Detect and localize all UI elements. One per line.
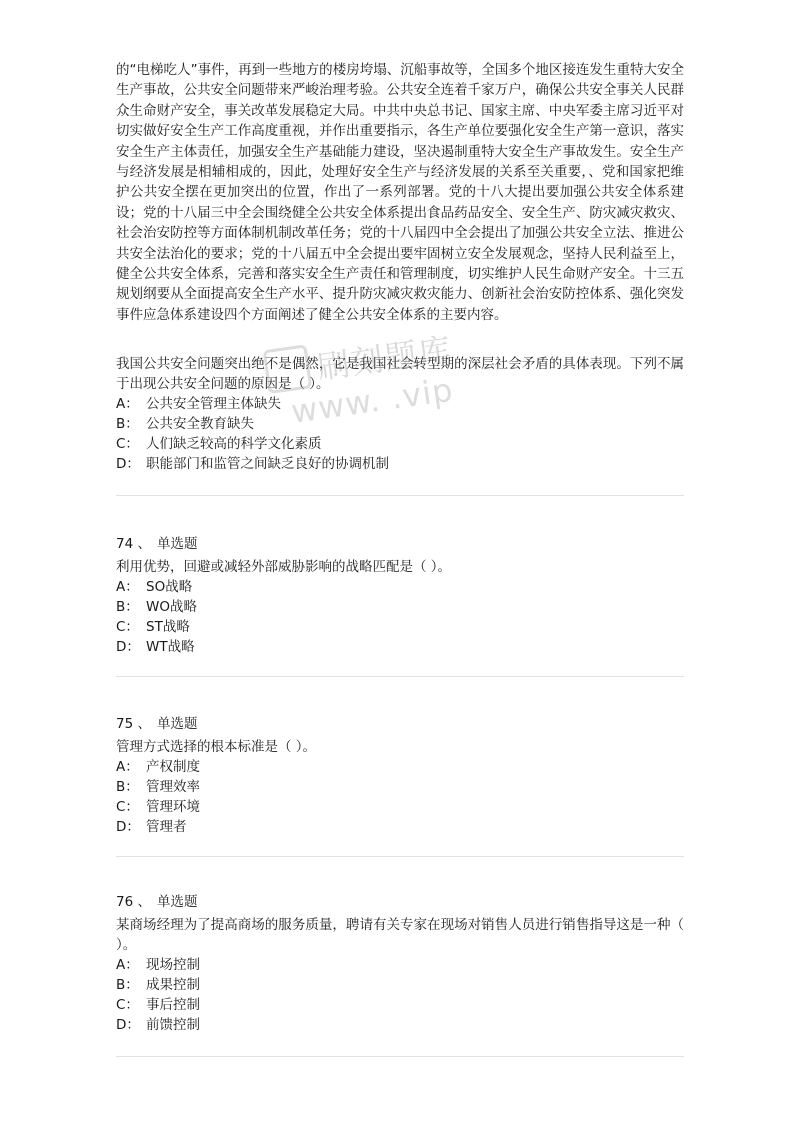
question-stem: 利用优势，回避或减轻外部威胁影响的战略匹配是（ ）。 <box>116 559 452 575</box>
question-stem: 我国公共安全问题突出绝不是偶然，它是我国社会转型期的深层社会矛盾的具体表现。下列不属于出现公共安全问题的原因是（ ）。 <box>116 356 684 392</box>
question-type: 单选题 <box>156 536 198 552</box>
option-text: WO战略 <box>146 599 197 615</box>
option-letter: D： <box>116 639 140 655</box>
question-number: 76 、 <box>116 894 151 910</box>
option-c[interactable] <box>116 434 684 454</box>
question-number: 74 、 <box>116 536 151 552</box>
reading-passage: 的“电梯吃人”事件，再到一些地方的楼房垮塌、沉船事故等，全国多个地区接连发生重特大安全生产事故，公共安全问题带来严峻治理考验。公共安全连着千家万户，确保公共安全事关人民群众生命财产安全，事关改革发展稳定大局。中共中央总书记、国家主席、中央军委主席习近平对切实做好安全生产工作高度重视，并作出重要指示，各生产单位要强化安全生产第一意识，落实安全生产主体责任，加强安全生产基础能力建设，坚决遏制重特大安全生产事故发生。安全生产与经济发展是相辅相成的，因此，处理好安全生产与经济发展的关系至关重要，、党和国家把维护公共安全摆在更加突出的位置，作出了一系列部署。党的十八大提出要加强公共安全体系建设；党的十八届三中全会围绕健全公共安全体系提出食品药品安全、安全生产、防灾减灾救灾、社会治安防控等方面体制机制改革任务；党的十八届四中全会提出了加强公共安全立法、推进公共安全法治化的要求；党的十八届五中全会提出要牢固树立安全发展观念，坚持人民利益至上，健全公共安全体系，完善和落实安全生产责任和管理制度，切实维护人民生命财产安全。十三五规划纲要从全面提高安全生产水平、提升防灾减灾救灾能力、创新社会治安防控体系、强化突发事件应急体系建设四个方面阐述了健全公共安全体系的主要内容。 <box>116 62 684 323</box>
option-text: 公共安全管理主体缺失 <box>146 396 281 412</box>
option-letter: A： <box>116 396 139 412</box>
divider <box>116 676 684 677</box>
option-letter: D： <box>116 456 140 472</box>
question-number: 75 、 <box>116 716 151 732</box>
option-letter: B： <box>116 779 139 795</box>
option-letter: B： <box>116 416 139 432</box>
option-text: 前馈控制 <box>146 1017 200 1033</box>
option-text: 人们缺乏较高的科学文化素质 <box>146 436 322 452</box>
option-letter: C： <box>116 799 139 815</box>
option-d[interactable] <box>116 1015 684 1035</box>
option-text: 成果控制 <box>146 977 200 993</box>
question-stem: 某商场经理为了提高商场的服务质量，聘请有关专家在现场对销售人员进行销售指导这是一种（ ）。 <box>116 917 684 953</box>
option-text: SO战略 <box>146 579 193 595</box>
divider <box>116 1056 684 1057</box>
question-76 <box>116 892 684 1035</box>
option-text: WT战略 <box>146 639 195 655</box>
option-a[interactable] <box>116 394 684 414</box>
question-type: 单选题 <box>156 894 198 910</box>
option-text: 职能部门和监管之间缺乏良好的协调机制 <box>146 456 389 472</box>
option-text: 产权制度 <box>146 759 200 775</box>
option-letter: B： <box>116 599 139 615</box>
option-text: ST战略 <box>146 619 190 635</box>
watermark-text: 刷刻题库 <box>314 330 455 387</box>
option-b[interactable] <box>116 597 684 617</box>
option-b[interactable] <box>116 777 684 797</box>
question-75 <box>116 714 684 837</box>
question-header <box>116 534 684 554</box>
option-text: 管理效率 <box>146 779 200 795</box>
option-letter: D： <box>116 1017 140 1033</box>
option-a[interactable] <box>116 577 684 597</box>
option-letter: A： <box>116 957 139 973</box>
option-text: 管理者 <box>146 819 187 835</box>
option-letter: C： <box>116 619 139 635</box>
question-74 <box>116 534 684 657</box>
option-a[interactable] <box>116 955 684 975</box>
question-header <box>116 892 684 912</box>
option-text: 管理环境 <box>146 799 200 815</box>
option-d[interactable] <box>116 454 684 474</box>
option-letter: A： <box>116 759 139 775</box>
option-letter: C： <box>116 436 139 452</box>
option-text: 公共安全教育缺失 <box>146 416 254 432</box>
option-a[interactable] <box>116 757 684 777</box>
option-text: 事后控制 <box>146 997 200 1013</box>
question-73 <box>116 354 684 474</box>
option-letter: C： <box>116 997 139 1013</box>
option-text: 现场控制 <box>146 957 200 973</box>
option-c[interactable] <box>116 617 684 637</box>
question-header <box>116 714 684 734</box>
option-b[interactable] <box>116 975 684 995</box>
option-letter: D： <box>116 819 140 835</box>
watermark-url: www. .vip <box>288 370 456 431</box>
option-letter: A： <box>116 579 139 595</box>
divider <box>116 495 684 496</box>
divider <box>116 856 684 857</box>
option-c[interactable] <box>116 797 684 817</box>
option-letter: B： <box>116 977 139 993</box>
option-b[interactable] <box>116 414 684 434</box>
question-stem: 管理方式选择的根本标准是（ ）。 <box>116 739 317 755</box>
option-d[interactable] <box>116 817 684 837</box>
option-c[interactable] <box>116 995 684 1015</box>
option-d[interactable] <box>116 637 684 657</box>
question-type: 单选题 <box>156 716 198 732</box>
